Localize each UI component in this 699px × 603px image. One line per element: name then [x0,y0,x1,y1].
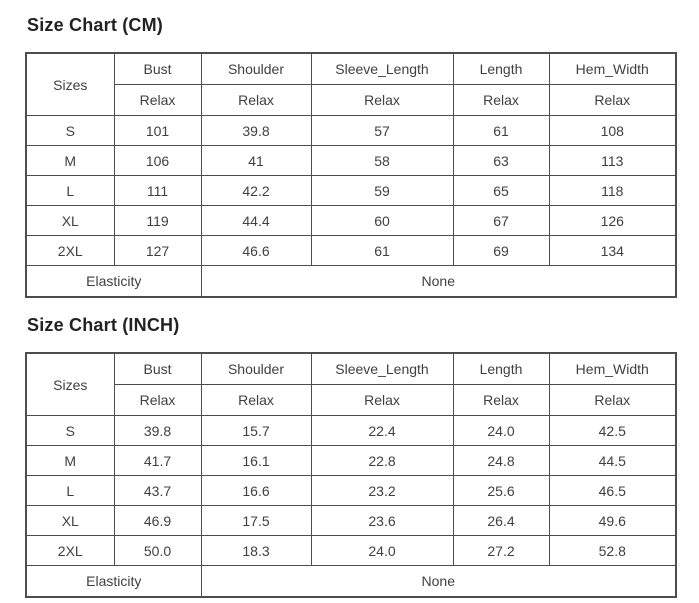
table-row [26,236,676,266]
value-cell: 41 [201,146,311,176]
value-cell: 39.8 [114,416,201,446]
value-cell: 23.6 [311,506,453,536]
value-cell: 111 [114,176,201,206]
header-row [26,53,676,85]
value-cell: 44.5 [549,446,676,476]
value-cell: 41.7 [114,446,201,476]
value-cell: 113 [549,146,676,176]
value-cell: 24.8 [453,446,549,476]
value-cell: 59 [311,176,453,206]
value-cell: 22.4 [311,416,453,446]
fit-row [26,385,676,416]
value-cell: 46.6 [201,236,311,266]
col-header-hem_width: Hem_Width [549,53,676,85]
value-cell: 63 [453,146,549,176]
size-label-cell: S [26,116,114,146]
col-header-length: Length [453,53,549,85]
table-row [26,206,676,236]
col-header-shoulder: Shoulder [201,53,311,85]
size-chart-inch-table [25,352,677,598]
table-row [26,146,676,176]
table-row [26,476,676,506]
size-label-cell: 2XL [26,236,114,266]
value-cell: 42.2 [201,176,311,206]
value-cell: 18.3 [201,536,311,566]
fit-relax-cell: Relax [114,85,201,116]
size-chart-cm-table [25,52,677,298]
value-cell: 69 [453,236,549,266]
elasticity-value-cell: None [201,566,676,598]
fit-relax-cell: Relax [549,85,676,116]
value-cell: 15.7 [201,416,311,446]
col-header-sizes: Sizes [26,353,114,416]
table-row [26,446,676,476]
value-cell: 27.2 [453,536,549,566]
size-chart-cm-section [25,15,675,298]
table-row [26,506,676,536]
col-header-sizes: Sizes [26,53,114,116]
value-cell: 126 [549,206,676,236]
value-cell: 24.0 [311,536,453,566]
col-header-bust: Bust [114,53,201,85]
value-cell: 108 [549,116,676,146]
fit-relax-cell: Relax [201,85,311,116]
elasticity-value-cell: None [201,266,676,298]
value-cell: 44.4 [201,206,311,236]
size-label-cell: XL [26,506,114,536]
value-cell: 26.4 [453,506,549,536]
size-label-cell: 2XL [26,536,114,566]
value-cell: 42.5 [549,416,676,446]
elasticity-row [26,266,676,298]
value-cell: 61 [311,236,453,266]
value-cell: 23.2 [311,476,453,506]
fit-relax-cell: Relax [114,385,201,416]
size-label-cell: L [26,476,114,506]
value-cell: 22.8 [311,446,453,476]
value-cell: 39.8 [201,116,311,146]
size-label-cell: M [26,446,114,476]
table-row [26,416,676,446]
value-cell: 52.8 [549,536,676,566]
elasticity-label-cell: Elasticity [26,266,201,298]
value-cell: 57 [311,116,453,146]
fit-relax-cell: Relax [311,385,453,416]
value-cell: 106 [114,146,201,176]
elasticity-row [26,566,676,598]
value-cell: 46.5 [549,476,676,506]
header-row [26,353,676,385]
value-cell: 16.1 [201,446,311,476]
col-header-shoulder: Shoulder [201,353,311,385]
table-row [26,176,676,206]
col-header-sleeve_length: Sleeve_Length [311,353,453,385]
value-cell: 24.0 [453,416,549,446]
value-cell: 60 [311,206,453,236]
value-cell: 50.0 [114,536,201,566]
col-header-sleeve_length: Sleeve_Length [311,53,453,85]
size-chart-inch-section [25,315,675,598]
size-label-cell: S [26,416,114,446]
fit-relax-cell: Relax [549,385,676,416]
value-cell: 61 [453,116,549,146]
size-chart-cm-title: Size Chart (CM) [27,15,164,35]
fit-row [26,85,676,116]
fit-relax-cell: Relax [201,385,311,416]
fit-relax-cell: Relax [453,385,549,416]
col-header-hem_width: Hem_Width [549,353,676,385]
value-cell: 16.6 [201,476,311,506]
size-label-cell: XL [26,206,114,236]
value-cell: 43.7 [114,476,201,506]
value-cell: 119 [114,206,201,236]
value-cell: 134 [549,236,676,266]
size-chart-inch-title: Size Chart (INCH) [27,315,180,335]
size-label-cell: L [26,176,114,206]
size-label-cell: M [26,146,114,176]
table-row [26,536,676,566]
value-cell: 17.5 [201,506,311,536]
fit-relax-cell: Relax [453,85,549,116]
value-cell: 49.6 [549,506,676,536]
fit-relax-cell: Relax [311,85,453,116]
value-cell: 118 [549,176,676,206]
value-cell: 67 [453,206,549,236]
value-cell: 127 [114,236,201,266]
value-cell: 58 [311,146,453,176]
table-row [26,116,676,146]
value-cell: 46.9 [114,506,201,536]
value-cell: 65 [453,176,549,206]
col-header-length: Length [453,353,549,385]
elasticity-label-cell: Elasticity [26,566,201,598]
col-header-bust: Bust [114,353,201,385]
value-cell: 101 [114,116,201,146]
value-cell: 25.6 [453,476,549,506]
